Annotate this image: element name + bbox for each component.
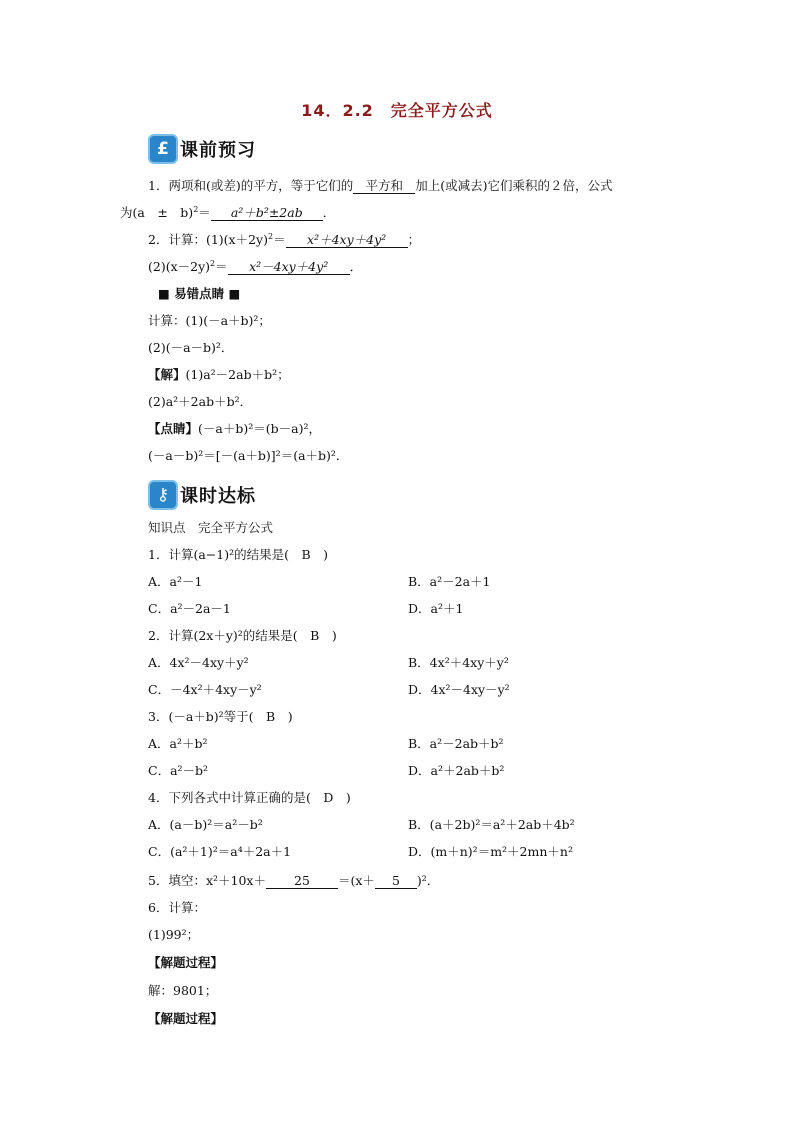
- question-option: A．(a－b)²＝a²－b²: [148, 817, 263, 832]
- tip-calc-2: (2)(－a－b)²．: [148, 340, 234, 355]
- question-option: A．4x²－4xy＋y²: [148, 655, 249, 670]
- question-option: B．4x²＋4xy＋y²: [408, 655, 509, 670]
- q5-blank-2: 5: [375, 873, 417, 889]
- solution-2: (2)a²＋2ab＋b²．: [148, 394, 253, 409]
- section-banner-preview: [148, 134, 298, 166]
- note-label: 【点睛】: [148, 421, 199, 436]
- q2-blank-2: x²－4xy＋4y²: [228, 259, 350, 275]
- question-option: D．4x²－4xy－y²: [408, 682, 510, 697]
- question-stem: 4．下列各式中计算正确的是( D ): [148, 790, 351, 805]
- question-option: C．－4x²＋4xy－y²: [148, 682, 262, 697]
- page-title: 14．2.2 完全平方公式: [301, 101, 493, 120]
- section-heading: 课前预习: [180, 140, 256, 161]
- question-stem: 1．计算(a−1)²的结果是( B ): [148, 547, 329, 562]
- q2-line2: $(2)(x-2y)^2= x^2-4xy+4y^2$ ．: [148, 259, 363, 274]
- q2-text-a: 2．计算：(1)(x＋2y): [148, 232, 268, 247]
- question-option: A．a²－1: [148, 574, 203, 589]
- question-option: A．a²＋b²: [148, 736, 208, 751]
- question-stem: 3．(－a＋b)²等于( B ): [148, 709, 293, 724]
- q5-line: [148, 873, 439, 889]
- q2-text-b: ＝: [273, 232, 286, 247]
- q1-text-a: 1．两项和(或差)的平方，等于它们的: [148, 178, 354, 193]
- question-option: D．a²＋2ab＋b²: [408, 763, 505, 778]
- question-option: C．a²－b²: [148, 763, 209, 778]
- q5-blank-1: 25: [266, 873, 338, 889]
- q2-text-f: ．: [349, 259, 363, 274]
- q2-blank-1: x²＋4xy＋4y²: [286, 232, 408, 248]
- question-option: B．a²－2a＋1: [408, 574, 491, 589]
- q1-blank-2: a²＋b²±2ab: [211, 205, 323, 221]
- tip-heading: ■ 易错点睛 ■: [158, 286, 241, 301]
- question-option: C．a²－2a－1: [148, 601, 231, 616]
- process-label-2: 【解题过程】: [148, 1011, 224, 1026]
- topic-line: 知识点 完全平方公式: [148, 520, 274, 535]
- q1-blank-1: 平方和: [353, 178, 415, 194]
- q2-text-c: ；: [407, 232, 421, 247]
- q2-text-d: (2)(x－2y): [148, 259, 211, 274]
- question-option: D．a²＋1: [408, 601, 464, 616]
- q2-line1: 2．计算：$(1)(x+2y)^2= x^2+4xy+4y^2$ ；: [148, 232, 421, 247]
- q6-line: 6．计算：: [148, 900, 206, 915]
- q5-text-a: 5．填空：x²＋10x＋: [148, 873, 266, 888]
- key-badge-icon: ⚷: [148, 480, 178, 510]
- solution-line-1: [148, 367, 290, 383]
- q6-part-1: (1)99²；: [148, 927, 200, 942]
- q2-text-e: ＝: [215, 259, 228, 274]
- section-banner-practice: [148, 480, 298, 512]
- question-option: B．a²－2ab＋b²: [408, 736, 504, 751]
- q1-line1: [148, 178, 612, 194]
- q1-text-d: ＝: [198, 205, 211, 220]
- solution-1: (1)a²－2ab＋b²；: [185, 367, 290, 382]
- note-2: (－a－b)²＝[－(a＋b)]²＝(a＋b)²．: [148, 448, 349, 463]
- tip-calc: 计算：(1)(－a＋b)²；: [148, 313, 271, 328]
- answer-1: 解：9801；: [148, 983, 218, 998]
- question-option: B．(a＋2b)²＝a²＋2ab＋4b²: [408, 817, 575, 832]
- q1-text-e: ．: [322, 205, 336, 220]
- question-stem: 2．计算(2x＋y)²的结果是( B ): [148, 628, 337, 643]
- process-label: 【解题过程】: [148, 955, 224, 970]
- q1-text-c: 为(a ± b): [120, 205, 194, 220]
- question-option: C．(a²＋1)²＝a⁴＋2a＋1: [148, 844, 292, 859]
- note-1: (－a＋b)²＝(b－a)²，: [198, 421, 321, 436]
- section-heading: 课时达标: [180, 486, 256, 507]
- pound-badge-icon: £: [148, 134, 178, 164]
- q1-line2: 为(a ± b)$^2$＝ a²＋b²±2ab ．: [120, 205, 336, 220]
- q5-text-c: )²．: [416, 873, 440, 888]
- solution-label: 【解】: [148, 367, 186, 382]
- q5-text-b: ＝(x＋: [337, 873, 375, 888]
- question-option: D．(m＋n)²＝m²＋2mn＋n²: [408, 844, 573, 859]
- q1-text-b: 加上(或减去)它们乘积的２倍，公式: [415, 178, 613, 193]
- note-line-1: [148, 421, 321, 437]
